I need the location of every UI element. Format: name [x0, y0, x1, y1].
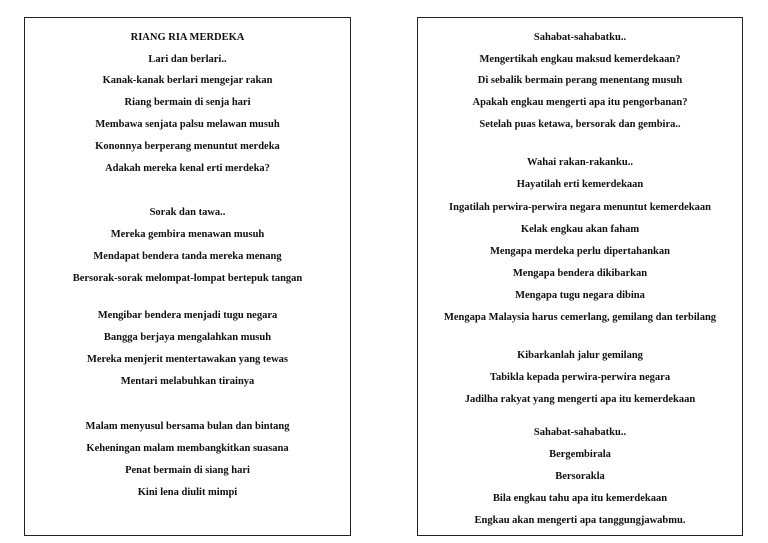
poem-line: Kononnya berperang menuntut merdeka — [95, 141, 280, 152]
poem-line: Kibarkanlah jalur gemilang — [517, 350, 643, 361]
poem-line: Tabikla kepada perwira-perwira negara — [489, 372, 671, 383]
poem-line: Mereka gembira menawan musuh — [110, 229, 265, 240]
poem-line: Membawa senjata palsu melawan musuh — [95, 119, 280, 130]
poem-line: Hayatilah erti kemerdekaan — [516, 179, 644, 190]
poem-line: Bersorakla — [555, 471, 605, 482]
poem-line: Ingatilah perwira-perwira negara menuntut kemerdekaan — [449, 202, 711, 213]
poem-line: Mengapa bendera dikibarkan — [512, 268, 648, 279]
poem-line: Wahai rakan-rakanku.. — [527, 157, 633, 168]
poem-line: Bergembirala — [549, 449, 611, 460]
poem-line: Mengapa merdeka perlu dipertahankan — [490, 246, 670, 257]
poem-line: Jadilha rakyat yang mengerti apa itu kemerdekaan — [464, 394, 696, 405]
poem-line: Bangga berjaya mengalahkan musuh — [103, 332, 272, 343]
poem-title: RIANG RIA MERDEKA — [130, 32, 245, 43]
poem-line: Sahabat-sahabatku.. — [533, 32, 627, 43]
poem-line: Malam menyusul bersama bulan dan bintang — [85, 421, 290, 432]
poem-line: Sorak dan tawa.. — [149, 207, 226, 218]
poem-line: Bersorak-sorak melompat-lompat bertepuk tangan — [72, 273, 303, 284]
poem-line: Riang bermain di senja hari — [124, 97, 251, 108]
left-page — [24, 17, 351, 536]
poem-line: Mengertikah engkau maksud kemerdekaan? — [479, 54, 681, 65]
poem-line: Sahabat-sahabatku.. — [533, 427, 627, 438]
poem-line: Mengapa tugu negara dibina — [515, 290, 645, 301]
poem-line: Lari dan berlari.. — [148, 54, 227, 65]
poem-line: Mendapat bendera tanda mereka menang — [93, 251, 282, 262]
poem-line: Engkau akan mengerti apa tanggungjawabmu. — [474, 515, 686, 526]
poem-line: Kini lena diulit mimpi — [137, 487, 238, 498]
poem-line: Setelah puas ketawa, bersorak dan gembira.. — [479, 119, 681, 130]
poem-line: Mereka menjerit mentertawakan yang tewas — [86, 354, 288, 365]
poem-line: Mentari melabuhkan tirainya — [120, 376, 255, 387]
poem-line: Bila engkau tahu apa itu kemerdekaan — [492, 493, 668, 504]
poem-line: Kanak-kanak berlari mengejar rakan — [102, 75, 273, 86]
poem-line: Mengapa Malaysia harus cemerlang, gemilang dan terbilang — [443, 312, 717, 323]
poem-line: Penat bermain di siang hari — [125, 465, 250, 476]
poem-line: Keheningan malam membangkitkan suasana — [86, 443, 289, 454]
poem-line: Apakah engkau mengerti apa itu pengorbanan? — [472, 97, 688, 108]
poem-line: Adakah mereka kenal erti merdeka? — [105, 163, 270, 174]
poem-line: Mengibar bendera menjadi tugu negara — [97, 310, 278, 321]
poem-line: Di sebalik bermain perang menentang musuh — [477, 75, 683, 86]
right-page — [417, 17, 743, 536]
poem-line: Kelak engkau akan faham — [520, 224, 640, 235]
